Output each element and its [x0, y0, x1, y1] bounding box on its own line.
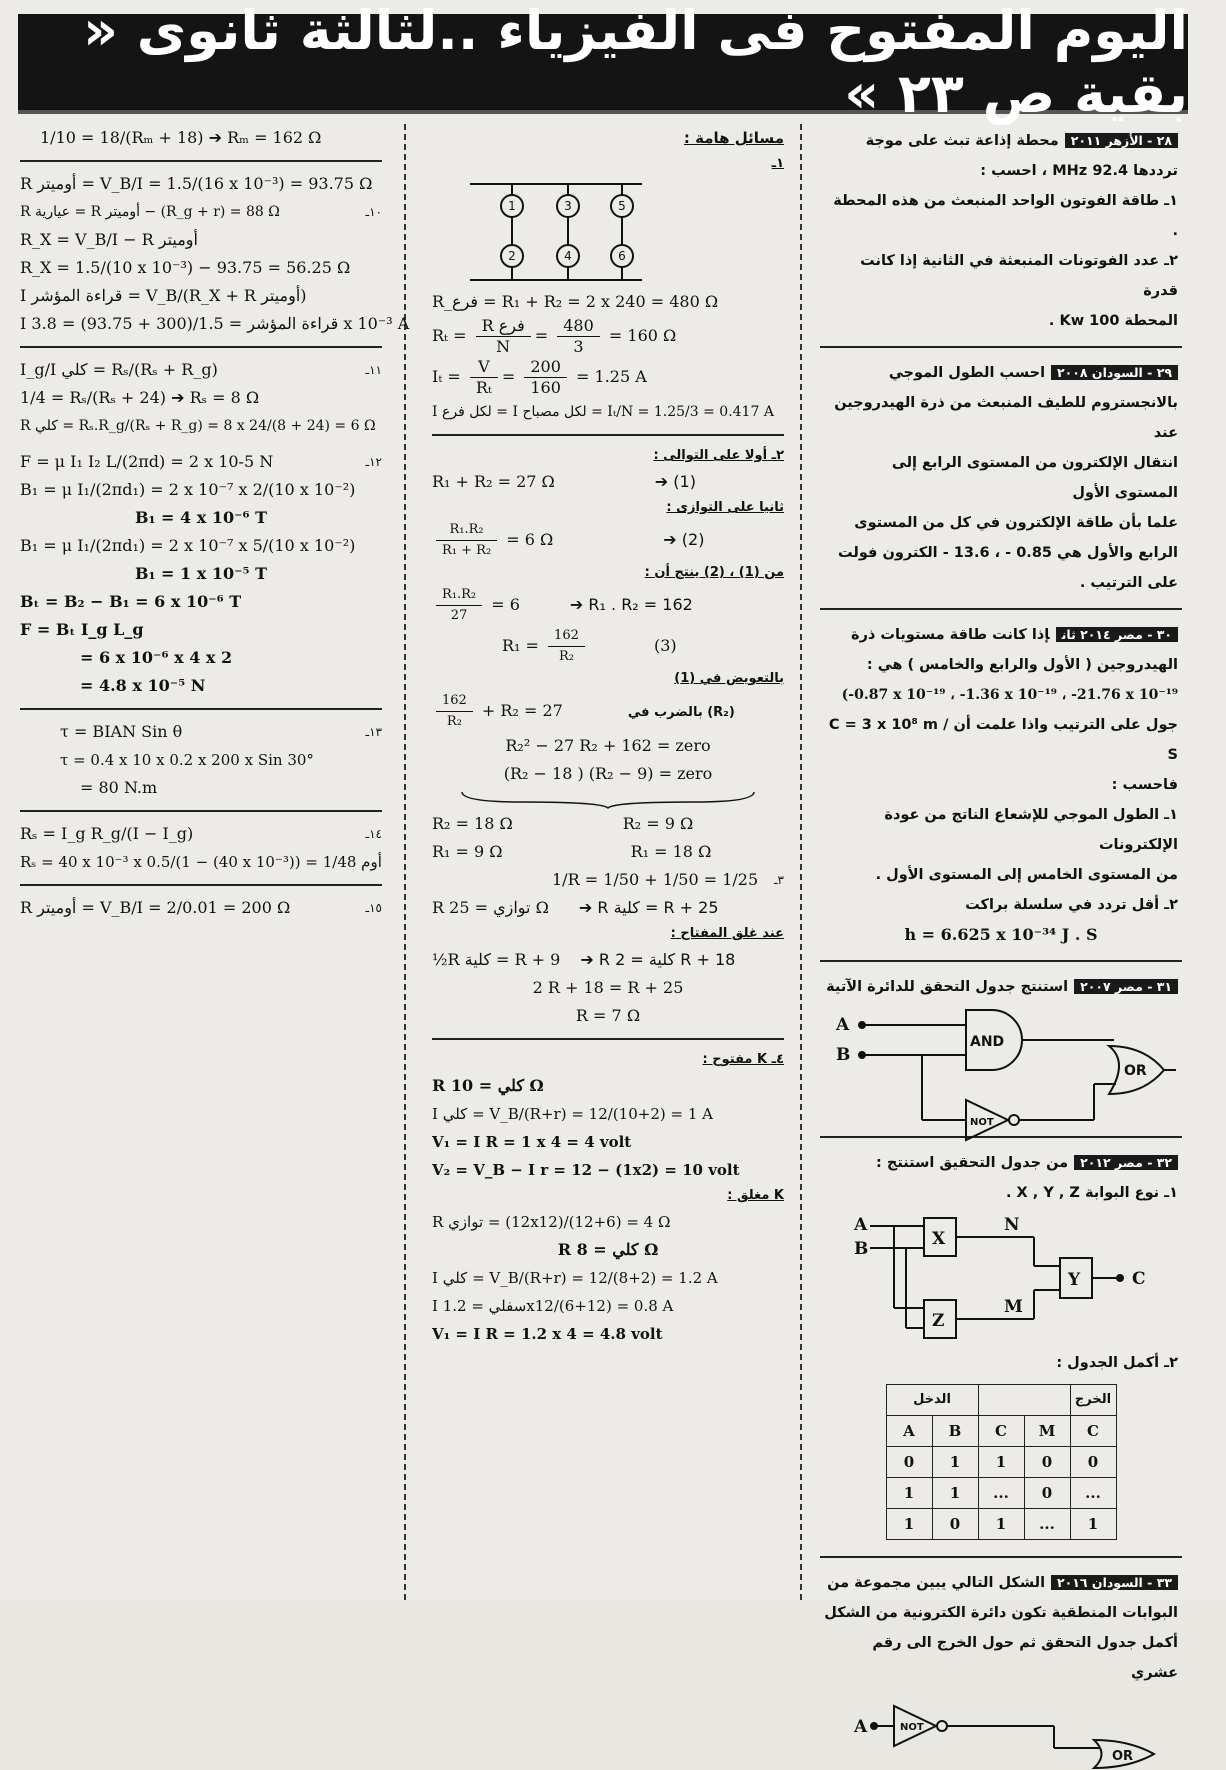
problem-index: ٢ـ أولا على التوالى :: [653, 448, 784, 463]
equation: $\frac{\text{R₁.R₂}}{\text{R₁ + R₂}}$ = 6 Ω ➔ (2): [432, 520, 784, 561]
question-text: جول على الترتيب واذا علمت أن C = 3 x 10⁸ m / S: [828, 717, 1178, 763]
question-text: احسب الطول الموجي: [888, 365, 1046, 381]
step-label: ثانيا على التوازى :: [666, 500, 784, 515]
lamp-label: 3: [564, 199, 572, 213]
question-text: أكمل جدول التحقق ثم حول الخرج الى رقم عشري: [872, 1635, 1178, 1681]
gate-x-label: X: [932, 1229, 946, 1249]
equation: B₁ = μ I₁/(2πd₁) = 2 x 10⁻⁷ x 5/(10 x 10⁻²): [20, 536, 356, 555]
question-tag: ٣٠ - مصر ٢٠١٤ ثان: [1056, 627, 1178, 642]
equation: R₁ + R₂ = 27 Ω ➔ (1): [432, 472, 696, 491]
equation: R كلي = 10 Ω: [432, 1076, 544, 1095]
equation: R = 7 Ω: [575, 1006, 641, 1025]
logic-circuit-diagram: [824, 1002, 1178, 1132]
equation: R₂ = 18 Ω R₂ = 9 Ω: [432, 814, 694, 833]
question-text: الرابع والأول هي 0.85 - ، 13.6 - الكترون فولت: [838, 545, 1178, 561]
question-tag: ٣٢ - مصر ٢٠١٢: [1074, 1155, 1178, 1170]
question-tag: ٢٨ - الأزهر ٢٠١١: [1065, 133, 1178, 148]
equation: I سفلي = 1.2x12/(6+12) = 0.8 A: [432, 1297, 674, 1315]
question-text: ١ـ نوع البوابة X , Y , Z .: [1005, 1185, 1178, 1201]
table-group-header: الدخل: [886, 1385, 978, 1416]
gate-z-label: Z: [932, 1311, 945, 1331]
question-text: ترددها 92.4 MHz ، احسب :: [980, 163, 1178, 179]
logic-circuit-partial: [824, 1688, 1178, 1768]
energy-values: (-0.87 x 10⁻¹⁹ ، -1.36 x 10⁻¹⁹ ، -21.76 x 10⁻¹⁹: [841, 687, 1178, 703]
section-title: مسائل هامة :: [683, 129, 784, 147]
question-text: ١ـ الطول الموجي للإشعاع الناتج من عودة الإلكترونات: [884, 807, 1178, 853]
equation: 1/R = 1/50 + 1/50 = 1/25 ٣ـ: [552, 870, 784, 889]
equation: 2 R + 18 = R + 25: [532, 978, 684, 997]
node-n-label: N: [1004, 1215, 1020, 1235]
question-text: انتقال الإلكترون من المستوى الرابع إلى المستوى الأول: [891, 455, 1178, 501]
equation: B₁ = μ I₁/(2πd₁) = 2 x 10⁻⁷ x 2/(10 x 10⁻²): [20, 480, 356, 499]
step-label: عند غلق المفتاح :: [670, 926, 784, 941]
problem-index: ١ـ: [771, 156, 784, 171]
question-text: على الترتيب .: [1079, 575, 1178, 591]
equation: R₁ = 9 Ω R₁ = 18 Ω: [432, 842, 712, 861]
question-text: إذا كانت طاقة مستويات ذرة: [851, 627, 1050, 643]
question-text: بالانجستروم للطيف المنبعث من ذرة الهيدروجين عند: [834, 395, 1178, 441]
equation: I قراءة المؤشر = V_B/(R_X + R أوميتر): [20, 286, 307, 305]
column-separator: [800, 124, 802, 1600]
lamp-label: 5: [618, 199, 626, 213]
equation: R كلي = 8 Ω: [557, 1240, 659, 1259]
equation: V₂ = V_B − I r = 12 − (1x2) = 10 volt: [432, 1161, 740, 1179]
question-31: [820, 970, 1182, 1138]
equation: = 4.8 x 10⁻⁵ N: [80, 676, 206, 695]
left-column: [20, 124, 410, 1600]
question-text: المحطة 100 Kw .: [1048, 313, 1178, 329]
step-label: من (1) ، (2) ينتج أن :: [644, 565, 784, 580]
equation: Rₛ = 40 x 10⁻³ x 0.5/(1 − (40 x 10⁻³)) = 1/48 أوم: [20, 853, 382, 871]
equation: = 6 x 10⁻⁶ x 4 x 2: [80, 648, 233, 667]
equation: Iₜ = $\frac{V}{\text{Rₜ}}$ = $\frac{200}{160}$ = 1.25 A: [432, 357, 647, 397]
equation: $\frac{162}{\text{R₂}}$ + R₂ = 27 بالضرب في (R₂): [432, 691, 784, 732]
equation: I كلي = V_B/(R+r) = 12/(8+2) = 1.2 A: [432, 1269, 718, 1287]
equation: (R₂ − 18 ) (R₂ − 9) = zero: [503, 764, 713, 783]
equation: R أوميتر = V_B/I = 2/0.01 = 200 Ω ١٥ـ: [20, 898, 382, 917]
question-text: فاحسب :: [1111, 777, 1178, 793]
equation: I قراءة المؤشر = 1.5/(300 + 93.75) = 3.8 x 10⁻³ A: [20, 314, 410, 333]
table-header-row: C M C B A: [886, 1416, 1116, 1447]
planck-constant: h = 6.625 x 10⁻³⁴ J . S: [904, 925, 1098, 944]
and-gate-label: AND: [970, 1034, 1005, 1050]
lamps-circuit-diagram: [432, 176, 784, 288]
lamp-label: 4: [564, 249, 572, 263]
question-tag: ٢٩ - السودان ٢٠٠٨: [1051, 365, 1178, 380]
column-separator: [404, 124, 406, 1600]
equation: $\frac{\text{R₁.R₂}}{27}$ = 6 ➔ R₁ . R₂ = 162: [432, 585, 784, 626]
table-group-header: الخرج: [1070, 1385, 1116, 1416]
equation: 1/4 = Rₛ/(Rₛ + 24) ➔ Rₛ = 8 Ω: [20, 388, 260, 407]
question-text: من المستوى الخامس إلى المستوى الأول .: [875, 867, 1178, 883]
equation: B₁ = 1 x 10⁻⁵ T: [134, 564, 268, 583]
equation: τ = BIAN Sin θ ١٣ـ: [60, 722, 382, 741]
question-text: الشكل التالي يبين مجموعة من: [827, 1575, 1046, 1591]
equation: I كلي = V_B/(R+r) = 12/(10+2) = 1 A: [432, 1105, 713, 1123]
input-b-label: B: [836, 1045, 851, 1065]
equation: R عيارية = R أوميتر − (R_g + r) = 88 Ω: [20, 204, 280, 220]
question-32: [820, 1146, 1182, 1558]
equation: R₁ = $\frac{162}{\text{R₂}}$ (3): [502, 628, 677, 664]
input-a-label: A: [854, 1215, 868, 1235]
question-text: ٢ـ أكمل الجدول :: [1056, 1355, 1178, 1371]
equation: R_X = 1.5/(10 x 10⁻³) − 93.75 = 56.25 Ω: [20, 258, 351, 277]
truth-table: [886, 1384, 1117, 1540]
lamp-label: 2: [508, 249, 516, 263]
equation: ½R كلية = R + 9 ➔ R كلية = 2 R + 18: [432, 950, 736, 969]
equation: V₁ = I R = 1.2 x 4 = 4.8 volt: [432, 1325, 663, 1343]
question-30: [820, 618, 1182, 962]
equation: F = μ I₁ I₂ L/(2πd) = 2 x 10-5 N ١٢ـ: [20, 452, 382, 471]
logic-gates-xyz-diagram: [824, 1208, 1178, 1348]
input-a-label: A: [854, 1717, 868, 1737]
question-tag: ٣٣ - السودان ٢٠١٦: [1051, 1575, 1178, 1590]
question-33: [820, 1566, 1182, 1770]
equation: = 80 N.m: [80, 778, 158, 797]
problem-index: ٤ـ K مفتوح :: [702, 1052, 784, 1067]
equation: Rₜ = $\frac{\text{R فرع}}{N}$ = $\frac{480}{3}$ = 160 Ω: [432, 316, 677, 356]
lamp-label: 1: [508, 199, 516, 213]
question-29: [820, 356, 1182, 610]
not-gate-label: NOT: [900, 1722, 924, 1733]
or-gate-label: OR: [1112, 1749, 1134, 1764]
step-label: بالتعويض في (1): [674, 671, 784, 686]
equation: R أوميتر = V_B/I = 1.5/(16 x 10⁻³) = 93.75 Ω ١٠ـ: [20, 174, 382, 219]
question-text: ٢ـ عدد الفوتونات المنبعثة في الثانية إذا كانت قدرة: [860, 253, 1178, 299]
equation: τ = 0.4 x 10 x 0.2 x 200 x Sin 30°: [60, 751, 314, 769]
right-column: [820, 124, 1182, 1764]
question-text: استنتج جدول التحقق للدائرة الآتية: [826, 979, 1069, 995]
equation: Rₛ = I_g R_g/(I − I_g) ١٤ـ: [20, 824, 382, 843]
equation: B₁ = 4 x 10⁻⁶ T: [134, 508, 268, 527]
question-text: البوابات المنطقية تكون دائرة الكترونية من الشكل: [824, 1605, 1178, 1621]
equation: R_X = V_B/I − R أوميتر: [20, 230, 198, 249]
equation: I_g/I كلي = Rₛ/(Rₛ + R_g) ١١ـ: [20, 360, 382, 379]
middle-column: [432, 124, 784, 1600]
node-m-label: M: [1004, 1297, 1023, 1317]
gate-y-label: Y: [1068, 1270, 1081, 1290]
page-title: اليوم المفتوح فى الفيزياء ..لثالثة ثانوى « بقية ص ٢٣ »: [18, 14, 1188, 114]
equation: R_فرع = R₁ + R₂ = 2 x 240 = 480 Ω: [432, 292, 719, 311]
question-tag: ٣١ - مصر ٢٠٠٧: [1074, 979, 1178, 994]
output-c-label: C: [1132, 1269, 1146, 1289]
or-gate-label: OR: [1124, 1063, 1147, 1079]
question-text: ٢ـ أقل تردد في سلسلة براكت: [965, 897, 1178, 913]
question-text: علما بأن طاقة الإلكترون في كل من المستوى: [854, 515, 1178, 531]
table-row: ... 0 ... 1 1: [886, 1478, 1116, 1509]
not-gate-label: NOT: [970, 1117, 994, 1128]
equation: I لكل فرع = I لكل مصباح = Iₜ/N = 1.25/3 = 0.417 A: [432, 404, 774, 420]
equation: R كلي = Rₛ.R_g/(Rₛ + R_g) = 8 x 24/(8 + 24) = 6 Ω: [20, 418, 376, 434]
input-b-label: B: [854, 1239, 869, 1259]
lamp-label: 6: [618, 249, 626, 263]
step-label: K مغلق :: [727, 1188, 784, 1203]
equation: Bₜ = B₂ − B₁ = 6 x 10⁻⁶ T: [20, 592, 242, 611]
input-a-label: A: [836, 1015, 850, 1035]
equation: R₂² − 27 R₂ + 162 = zero: [505, 736, 711, 755]
equation: R توازي = (12x12)/(12+6) = 4 Ω: [432, 1213, 671, 1231]
question-text: ١ـ طاقة الفوتون الواحد المنبعث من هذه المحطة .: [833, 193, 1178, 239]
equation: R توازي = 25 Ω ➔ R كلية = R + 25: [432, 898, 719, 917]
question-text: الهيدروجين ( الأول والرابع والخامس ) هي :: [866, 657, 1178, 673]
equation: V₁ = I R = 1 x 4 = 4 volt: [432, 1133, 632, 1151]
table-row: 1 ... 1 0 1: [886, 1509, 1116, 1540]
equation: F = Bₜ I_g L_g: [20, 620, 144, 639]
brace-icon: [432, 788, 784, 810]
equation: 1/10 = 18/(Rₘ + 18) ➔ Rₘ = 162 Ω: [40, 128, 322, 147]
table-row: 0 0 1 1 0: [886, 1447, 1116, 1478]
question-28: [820, 124, 1182, 348]
question-text: من جدول التحقيق استنتج :: [876, 1155, 1069, 1171]
question-text: محطة إذاعة تبث على موجة: [865, 133, 1059, 149]
